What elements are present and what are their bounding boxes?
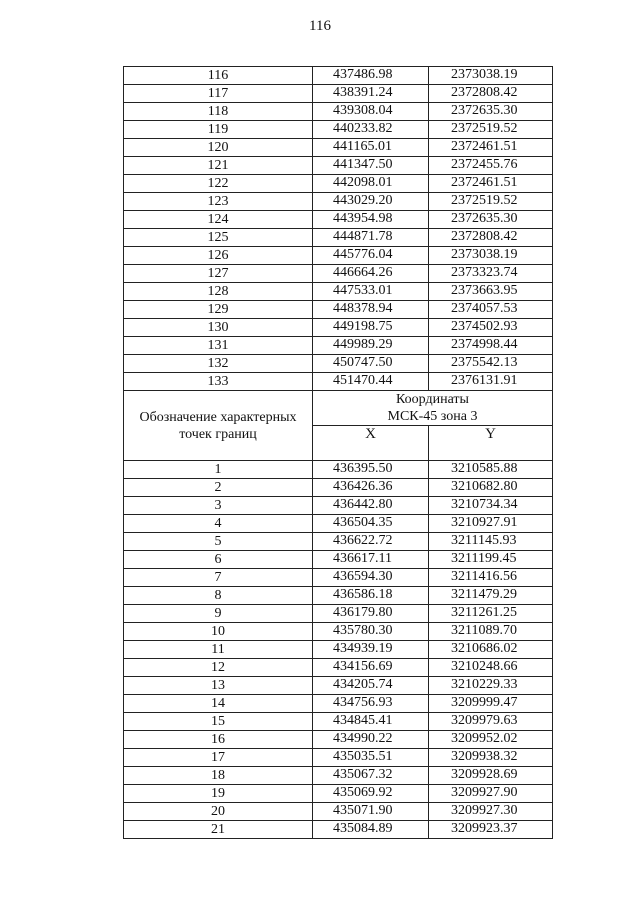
- coordinates-table: [123, 66, 553, 839]
- table-row: [124, 373, 553, 391]
- y-coordinate: 3209979.63: [429, 713, 553, 731]
- table-row: [124, 175, 553, 193]
- x-coordinate: 434990.22: [313, 731, 429, 749]
- y-coordinate: 2373323.74: [429, 265, 553, 283]
- table-row: [124, 121, 553, 139]
- point-number: 7: [124, 569, 313, 587]
- x-coordinate: 434845.41: [313, 713, 429, 731]
- y-coordinate: 3209928.69: [429, 767, 553, 785]
- x-coordinate: 443954.98: [313, 211, 429, 229]
- table-row: [124, 605, 553, 623]
- table-row: [124, 659, 553, 677]
- y-coordinate: 3210248.66: [429, 659, 553, 677]
- point-number: 126: [124, 247, 313, 265]
- point-number: 16: [124, 731, 313, 749]
- point-number: 121: [124, 157, 313, 175]
- point-number: 116: [124, 67, 313, 85]
- y-coordinate: 2372635.30: [429, 103, 553, 121]
- x-coordinate: 436426.36: [313, 479, 429, 497]
- point-label-header: [124, 391, 313, 461]
- x-coordinate: 434156.69: [313, 659, 429, 677]
- point-number: 119: [124, 121, 313, 139]
- point-number: 122: [124, 175, 313, 193]
- point-number: 20: [124, 803, 313, 821]
- point-number: 118: [124, 103, 313, 121]
- point-number: 125: [124, 229, 313, 247]
- y-coordinate: 3211416.56: [429, 569, 553, 587]
- point-number: 10: [124, 623, 313, 641]
- y-coordinate: 3210229.33: [429, 677, 553, 695]
- x-coordinate: 436504.35: [313, 515, 429, 533]
- table-row: [124, 497, 553, 515]
- x-column-header: X: [313, 426, 429, 461]
- y-coordinate: 3209999.47: [429, 695, 553, 713]
- x-coordinate: 449198.75: [313, 319, 429, 337]
- table-row: [124, 301, 553, 319]
- point-number: 21: [124, 821, 313, 839]
- coordinates-title: Координаты: [396, 392, 469, 407]
- x-coordinate: 435780.30: [313, 623, 429, 641]
- point-number: 13: [124, 677, 313, 695]
- x-coordinate: 436586.18: [313, 587, 429, 605]
- table-row: [124, 461, 553, 479]
- table-row: [124, 785, 553, 803]
- table-row: [124, 623, 553, 641]
- table-row: [124, 641, 553, 659]
- y-coordinate: 2372461.51: [429, 139, 553, 157]
- x-coordinate: 435071.90: [313, 803, 429, 821]
- table-row: [124, 211, 553, 229]
- point-number: 130: [124, 319, 313, 337]
- point-label-line-2: точек границ: [179, 426, 257, 442]
- y-coordinate: 2373038.19: [429, 247, 553, 265]
- page-number: 116: [309, 18, 331, 34]
- table-row: [124, 767, 553, 785]
- point-number: 127: [124, 265, 313, 283]
- x-coordinate: 437486.98: [313, 67, 429, 85]
- table-row: [124, 569, 553, 587]
- x-coordinate: 439308.04: [313, 103, 429, 121]
- y-coordinate: 3209927.90: [429, 785, 553, 803]
- table-row: [124, 533, 553, 551]
- table-row: [124, 587, 553, 605]
- y-column-header: Y: [429, 426, 553, 461]
- x-coordinate: 444871.78: [313, 229, 429, 247]
- x-coordinate: 435067.32: [313, 767, 429, 785]
- table-row: [124, 283, 553, 301]
- x-coordinate: 434756.93: [313, 695, 429, 713]
- x-coordinate: 438391.24: [313, 85, 429, 103]
- point-number: 123: [124, 193, 313, 211]
- point-number: 9: [124, 605, 313, 623]
- x-coordinate: 450747.50: [313, 355, 429, 373]
- point-number: 128: [124, 283, 313, 301]
- point-number: 133: [124, 373, 313, 391]
- point-number: 8: [124, 587, 313, 605]
- table-body-bottom: [124, 461, 553, 839]
- table-row: [124, 319, 553, 337]
- point-label-line-1: Обозначение характерных: [139, 409, 297, 425]
- y-coordinate: 3209938.32: [429, 749, 553, 767]
- y-coordinate: 3210585.88: [429, 461, 553, 479]
- y-coordinate: 2372635.30: [429, 211, 553, 229]
- x-coordinate: 435069.92: [313, 785, 429, 803]
- point-number: 129: [124, 301, 313, 319]
- table-row: [124, 551, 553, 569]
- point-number: 2: [124, 479, 313, 497]
- point-number: 5: [124, 533, 313, 551]
- table-row: [124, 695, 553, 713]
- x-coordinate: 449989.29: [313, 337, 429, 355]
- y-coordinate: 3210734.34: [429, 497, 553, 515]
- point-number: 17: [124, 749, 313, 767]
- table-row: [124, 337, 553, 355]
- y-coordinate: 3211089.70: [429, 623, 553, 641]
- table-row: [124, 193, 553, 211]
- x-coordinate: 435035.51: [313, 749, 429, 767]
- y-coordinate: 2372455.76: [429, 157, 553, 175]
- table-row: [124, 265, 553, 283]
- point-number: 15: [124, 713, 313, 731]
- x-coordinate: 436179.80: [313, 605, 429, 623]
- table-row: [124, 85, 553, 103]
- point-number: 4: [124, 515, 313, 533]
- x-coordinate: 436622.72: [313, 533, 429, 551]
- y-coordinate: 2376131.91: [429, 373, 553, 391]
- y-coordinate: 3209952.02: [429, 731, 553, 749]
- table-row: [124, 157, 553, 175]
- table-row: [124, 67, 553, 85]
- y-coordinate: 2374057.53: [429, 301, 553, 319]
- table-row: [124, 749, 553, 767]
- x-coordinate: 441347.50: [313, 157, 429, 175]
- x-coordinate: 436617.11: [313, 551, 429, 569]
- x-coordinate: 451470.44: [313, 373, 429, 391]
- table-row: [124, 515, 553, 533]
- x-coordinate: 448378.94: [313, 301, 429, 319]
- point-number: 19: [124, 785, 313, 803]
- point-number: 12: [124, 659, 313, 677]
- table-row: [124, 103, 553, 121]
- point-number: 11: [124, 641, 313, 659]
- y-coordinate: 3211261.25: [429, 605, 553, 623]
- y-coordinate: 2375542.13: [429, 355, 553, 373]
- header-row-1: [124, 391, 553, 426]
- table-row: [124, 355, 553, 373]
- x-coordinate: 436442.80: [313, 497, 429, 515]
- y-coordinate: 3210927.91: [429, 515, 553, 533]
- x-coordinate: 440233.82: [313, 121, 429, 139]
- table-row: [124, 139, 553, 157]
- x-coordinate: 436395.50: [313, 461, 429, 479]
- table-row: [124, 479, 553, 497]
- x-coordinate: 436594.30: [313, 569, 429, 587]
- x-coordinate: 434939.19: [313, 641, 429, 659]
- point-number: 18: [124, 767, 313, 785]
- point-number: 14: [124, 695, 313, 713]
- coordinate-system: МСК-45 зона 3: [387, 409, 478, 424]
- point-number: 6: [124, 551, 313, 569]
- x-coordinate: 435084.89: [313, 821, 429, 839]
- y-coordinate: 3209923.37: [429, 821, 553, 839]
- table-row: [124, 229, 553, 247]
- table-body-top: [124, 67, 553, 391]
- point-number: 120: [124, 139, 313, 157]
- point-number: 3: [124, 497, 313, 515]
- x-coordinate: 442098.01: [313, 175, 429, 193]
- y-coordinate: 2372519.52: [429, 193, 553, 211]
- y-coordinate: 2372519.52: [429, 121, 553, 139]
- point-number: 132: [124, 355, 313, 373]
- y-coordinate: 2374998.44: [429, 337, 553, 355]
- point-number: 131: [124, 337, 313, 355]
- x-coordinate: 434205.74: [313, 677, 429, 695]
- y-coordinate: 2372808.42: [429, 229, 553, 247]
- y-coordinate: 2372808.42: [429, 85, 553, 103]
- y-coordinate: 2372461.51: [429, 175, 553, 193]
- y-coordinate: 3211145.93: [429, 533, 553, 551]
- x-coordinate: 441165.01: [313, 139, 429, 157]
- y-coordinate: 2373663.95: [429, 283, 553, 301]
- y-coordinate: 3210686.02: [429, 641, 553, 659]
- table-row: [124, 821, 553, 839]
- x-coordinate: 443029.20: [313, 193, 429, 211]
- table-row: [124, 713, 553, 731]
- x-coordinate: 446664.26: [313, 265, 429, 283]
- y-coordinate: 3209927.30: [429, 803, 553, 821]
- x-coordinate: 445776.04: [313, 247, 429, 265]
- y-coordinate: 3210682.80: [429, 479, 553, 497]
- point-number: 1: [124, 461, 313, 479]
- point-number: 124: [124, 211, 313, 229]
- table-row: [124, 731, 553, 749]
- table-row: [124, 803, 553, 821]
- table-row: [124, 677, 553, 695]
- table-row: [124, 247, 553, 265]
- table-header: [124, 391, 553, 461]
- coordinates-header: [313, 391, 553, 426]
- x-coordinate: 447533.01: [313, 283, 429, 301]
- y-coordinate: 3211199.45: [429, 551, 553, 569]
- y-coordinate: 2374502.93: [429, 319, 553, 337]
- y-coordinate: 2373038.19: [429, 67, 553, 85]
- y-coordinate: 3211479.29: [429, 587, 553, 605]
- point-number: 117: [124, 85, 313, 103]
